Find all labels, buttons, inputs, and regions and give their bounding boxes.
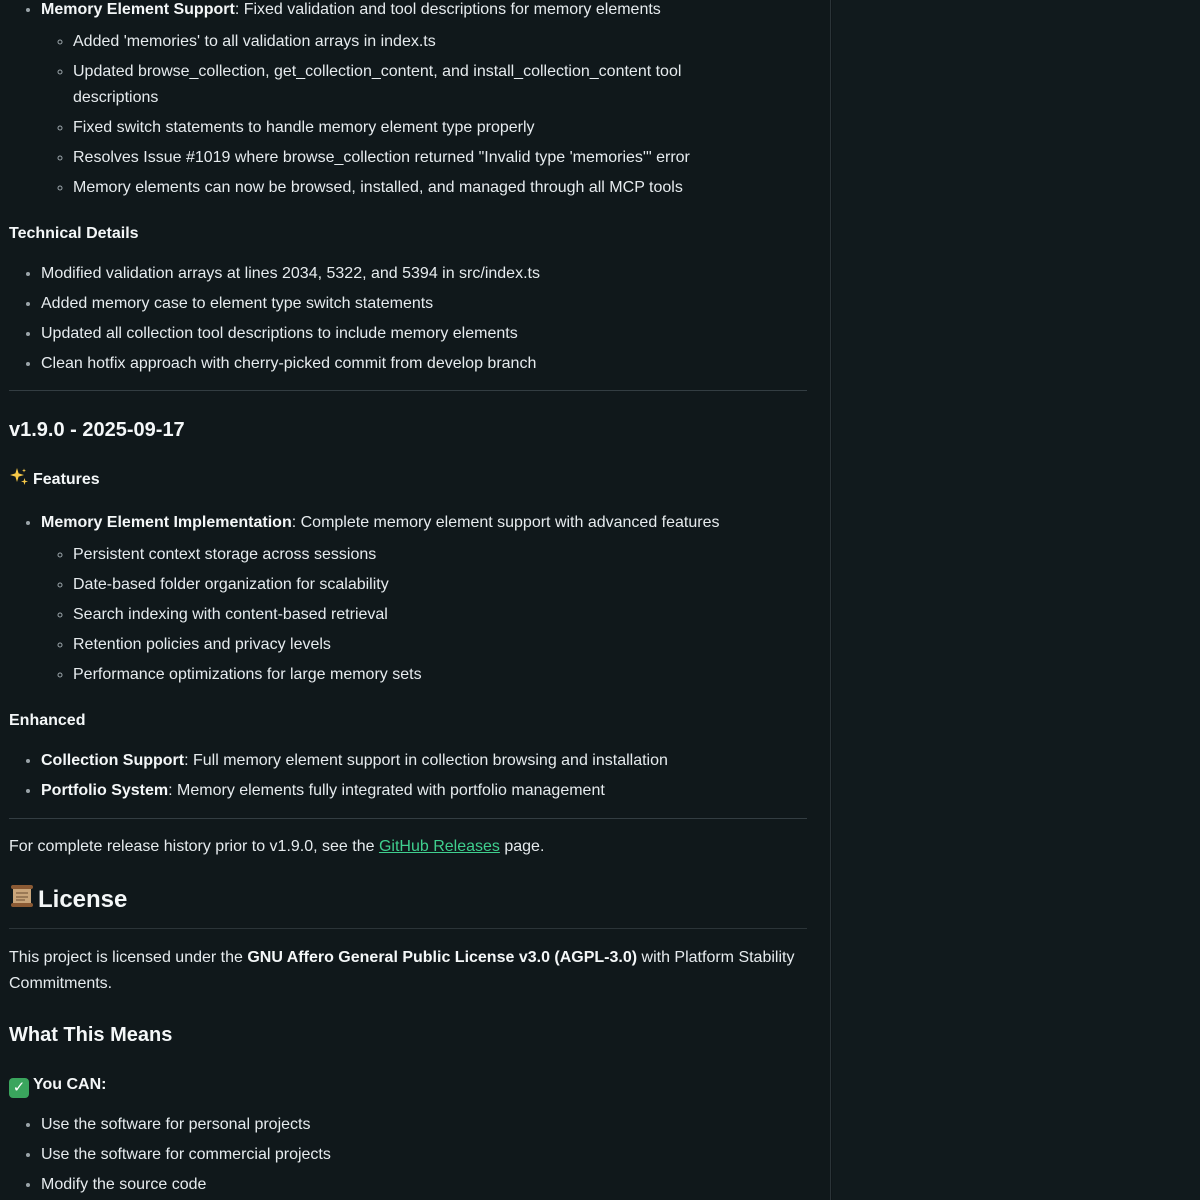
history-note-suffix: page. bbox=[499, 838, 545, 855]
technical-details-heading: Technical Details bbox=[9, 225, 139, 242]
license-heading bbox=[9, 883, 807, 929]
markdown-body bbox=[9, 0, 807, 1200]
sub-list bbox=[41, 542, 807, 688]
enhanced-heading: Enhanced bbox=[9, 712, 86, 729]
history-note-text: For complete release history prior to v1.9.0, see the bbox=[9, 838, 379, 855]
list-item bbox=[41, 510, 807, 688]
scroll-icon bbox=[9, 883, 35, 918]
you-can-heading bbox=[9, 1072, 807, 1098]
list-item: ◦ Added 'memories' to all validation arrays in index.ts bbox=[73, 29, 807, 55]
list-item bbox=[41, 0, 807, 201]
list-item: ◦ Search indexing with content-based retrieval bbox=[73, 602, 807, 628]
history-note bbox=[9, 834, 807, 860]
version-heading: v1.9.0 - 2025-09-17 bbox=[9, 419, 185, 441]
item-desc: : Complete memory element support with advanced features bbox=[291, 514, 720, 531]
you-can-heading-text: You CAN: bbox=[33, 1076, 107, 1093]
list-item: • Added memory case to element type switch statements bbox=[41, 291, 807, 317]
list-item: ◦ Retention policies and privacy levels bbox=[73, 632, 807, 658]
list-item bbox=[41, 748, 807, 774]
license-intro bbox=[9, 945, 807, 997]
features-list bbox=[9, 510, 807, 688]
github-releases-link[interactable]: GitHub Releases bbox=[378, 838, 500, 855]
item-desc: : Memory elements fully integrated with portfolio management bbox=[168, 782, 605, 799]
list-item: ◦ Resolves Issue #1019 where browse_collection returned "Invalid type 'memories'" error bbox=[73, 145, 807, 171]
divider bbox=[9, 818, 807, 819]
sparkles-icon bbox=[9, 467, 29, 496]
list-item: • Clean hotfix approach with cherry-picked commit from develop branch bbox=[41, 351, 807, 377]
list-item: ◦ Performance optimizations for large memory sets bbox=[73, 662, 807, 688]
license-heading-text: License bbox=[38, 886, 128, 913]
you-can-list bbox=[9, 1112, 807, 1198]
what-this-means-heading: What This Means bbox=[9, 1024, 173, 1046]
list-item: • Modified validation arrays at lines 2034, 5322, and 5394 in src/index.ts bbox=[41, 261, 807, 287]
list-item bbox=[41, 778, 807, 804]
divider bbox=[9, 390, 807, 391]
license-intro-suffix: with Platform Stability Commitments. bbox=[9, 949, 795, 992]
list-item: • Modify the source code bbox=[41, 1172, 807, 1198]
item-title: Collection Support bbox=[41, 752, 185, 769]
features-heading-text: Features bbox=[33, 471, 100, 488]
license-name: GNU Affero General Public License v3.0 (AGPL-3.0) bbox=[247, 949, 638, 966]
sub-list bbox=[41, 29, 807, 201]
enhanced-list bbox=[9, 748, 807, 804]
list-item: ◦ Date-based folder organization for scalability bbox=[73, 572, 807, 598]
list-item: ◦ Fixed switch statements to handle memory element type properly bbox=[73, 115, 807, 141]
item-desc: : Full memory element support in collection browsing and installation bbox=[184, 752, 668, 769]
list-item: • Updated all collection tool descriptions to include memory elements bbox=[41, 321, 807, 347]
item-title: Portfolio System bbox=[41, 782, 169, 799]
item-title: Memory Element Support bbox=[41, 1, 235, 18]
list-item: ◦ Persistent context storage across sessions bbox=[73, 542, 807, 568]
hotfix-list bbox=[9, 0, 807, 201]
check-mark-icon: ✓ bbox=[9, 1078, 29, 1098]
list-item: • Use the software for commercial projects bbox=[41, 1142, 807, 1168]
right-sidebar bbox=[832, 0, 1200, 1200]
item-desc: : Fixed validation and tool descriptions for memory elements bbox=[234, 1, 661, 18]
item-title: Memory Element Implementation bbox=[41, 514, 292, 531]
list-item: • Use the software for personal projects bbox=[41, 1112, 807, 1138]
license-intro-text: This project is licensed under the bbox=[9, 949, 248, 966]
list-item: ◦ Updated browse_collection, get_collection_content, and install_collection_content tool descriptions bbox=[73, 59, 683, 111]
list-item: ◦ Memory elements can now be browsed, installed, and managed through all MCP tools bbox=[73, 175, 807, 201]
features-heading bbox=[9, 467, 807, 496]
technical-details-list bbox=[9, 261, 807, 377]
